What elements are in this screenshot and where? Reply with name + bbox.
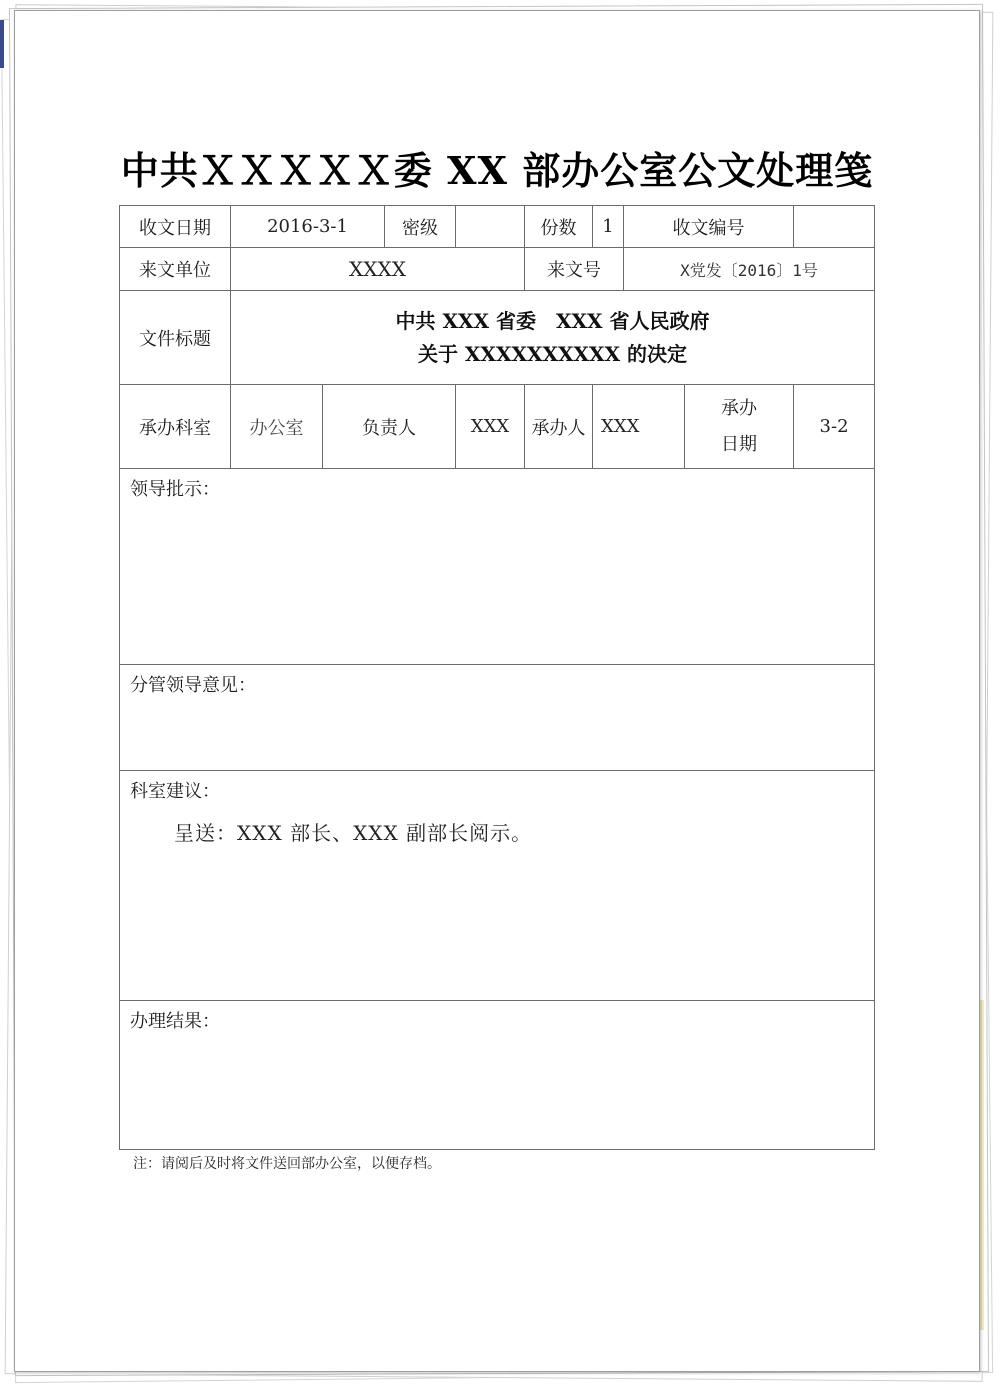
office-suggestion-area[interactable] xyxy=(120,771,875,1001)
receive-date-label: 收文日期 xyxy=(120,206,231,248)
result-area[interactable] xyxy=(120,1001,875,1150)
row-result xyxy=(120,1001,875,1150)
form-title: 中共ＸＸＸＸＸ委 XX 部办公室公文处理笺 xyxy=(120,148,874,193)
row-handling-office xyxy=(120,385,875,469)
handling-date-label-line1: 承办 xyxy=(721,397,758,419)
responsible-person-label: 负责人 xyxy=(323,385,456,469)
secret-level-value[interactable] xyxy=(456,206,525,248)
manager-opinion-area[interactable] xyxy=(120,665,875,771)
secret-level-label: 密级 xyxy=(385,206,456,248)
leader-comment-label: 领导批示： xyxy=(130,479,220,500)
leader-comment-area[interactable] xyxy=(120,469,875,665)
handler-label: 承办人 xyxy=(525,385,593,469)
result-label: 办理结果： xyxy=(130,1011,220,1032)
manager-opinion-label: 分管领导意见： xyxy=(130,675,256,696)
document-title-label: 文件标题 xyxy=(120,291,231,385)
office-suggestion-text: 呈送：XXX 部长、XXX 副部长阅示。 xyxy=(174,821,533,845)
handling-office-label: 承办科室 xyxy=(120,385,231,469)
handler-value[interactable]: XXX xyxy=(593,385,685,469)
handling-date-value[interactable]: 3-2 xyxy=(794,385,875,469)
responsible-person-value[interactable]: XXX xyxy=(456,385,525,469)
receive-number-label: 收文编号 xyxy=(624,206,794,248)
receive-number-value[interactable] xyxy=(794,206,875,248)
from-unit-value[interactable]: XXXX xyxy=(231,248,525,291)
handling-date-label-line2: 日期 xyxy=(721,433,758,455)
row-office-suggestion xyxy=(120,771,875,1001)
receive-date-value[interactable]: 2016-3-1 xyxy=(231,206,385,248)
row-document-title xyxy=(120,291,875,385)
document-title-value[interactable] xyxy=(231,291,875,385)
paper-edge-blue xyxy=(0,20,4,68)
copies-label: 份数 xyxy=(525,206,593,248)
document-title-line2: 关于 XXXXXXXXXX 的决定 xyxy=(417,341,688,366)
row-leader-comment xyxy=(120,469,875,665)
office-suggestion-label: 科室建议： xyxy=(130,781,220,802)
row-from-unit xyxy=(120,248,875,291)
copies-value[interactable]: 1 xyxy=(593,206,624,248)
handling-office-value[interactable]: 办公室 xyxy=(231,385,323,469)
row-manager-opinion xyxy=(120,665,875,771)
processing-form-table xyxy=(119,205,875,1150)
from-unit-label: 来文单位 xyxy=(120,248,231,291)
handling-date-label xyxy=(685,385,794,469)
document-number-value[interactable]: X党发〔2016〕1号 xyxy=(624,248,875,291)
footer-note: 注：请阅后及时将文件送回部办公室，以便存档。 xyxy=(133,1156,441,1172)
document-title-line1: 中共 XXX 省委 XXX 省人民政府 xyxy=(395,308,710,333)
document-number-label: 来文号 xyxy=(525,248,624,291)
row-receive-date xyxy=(120,206,875,248)
